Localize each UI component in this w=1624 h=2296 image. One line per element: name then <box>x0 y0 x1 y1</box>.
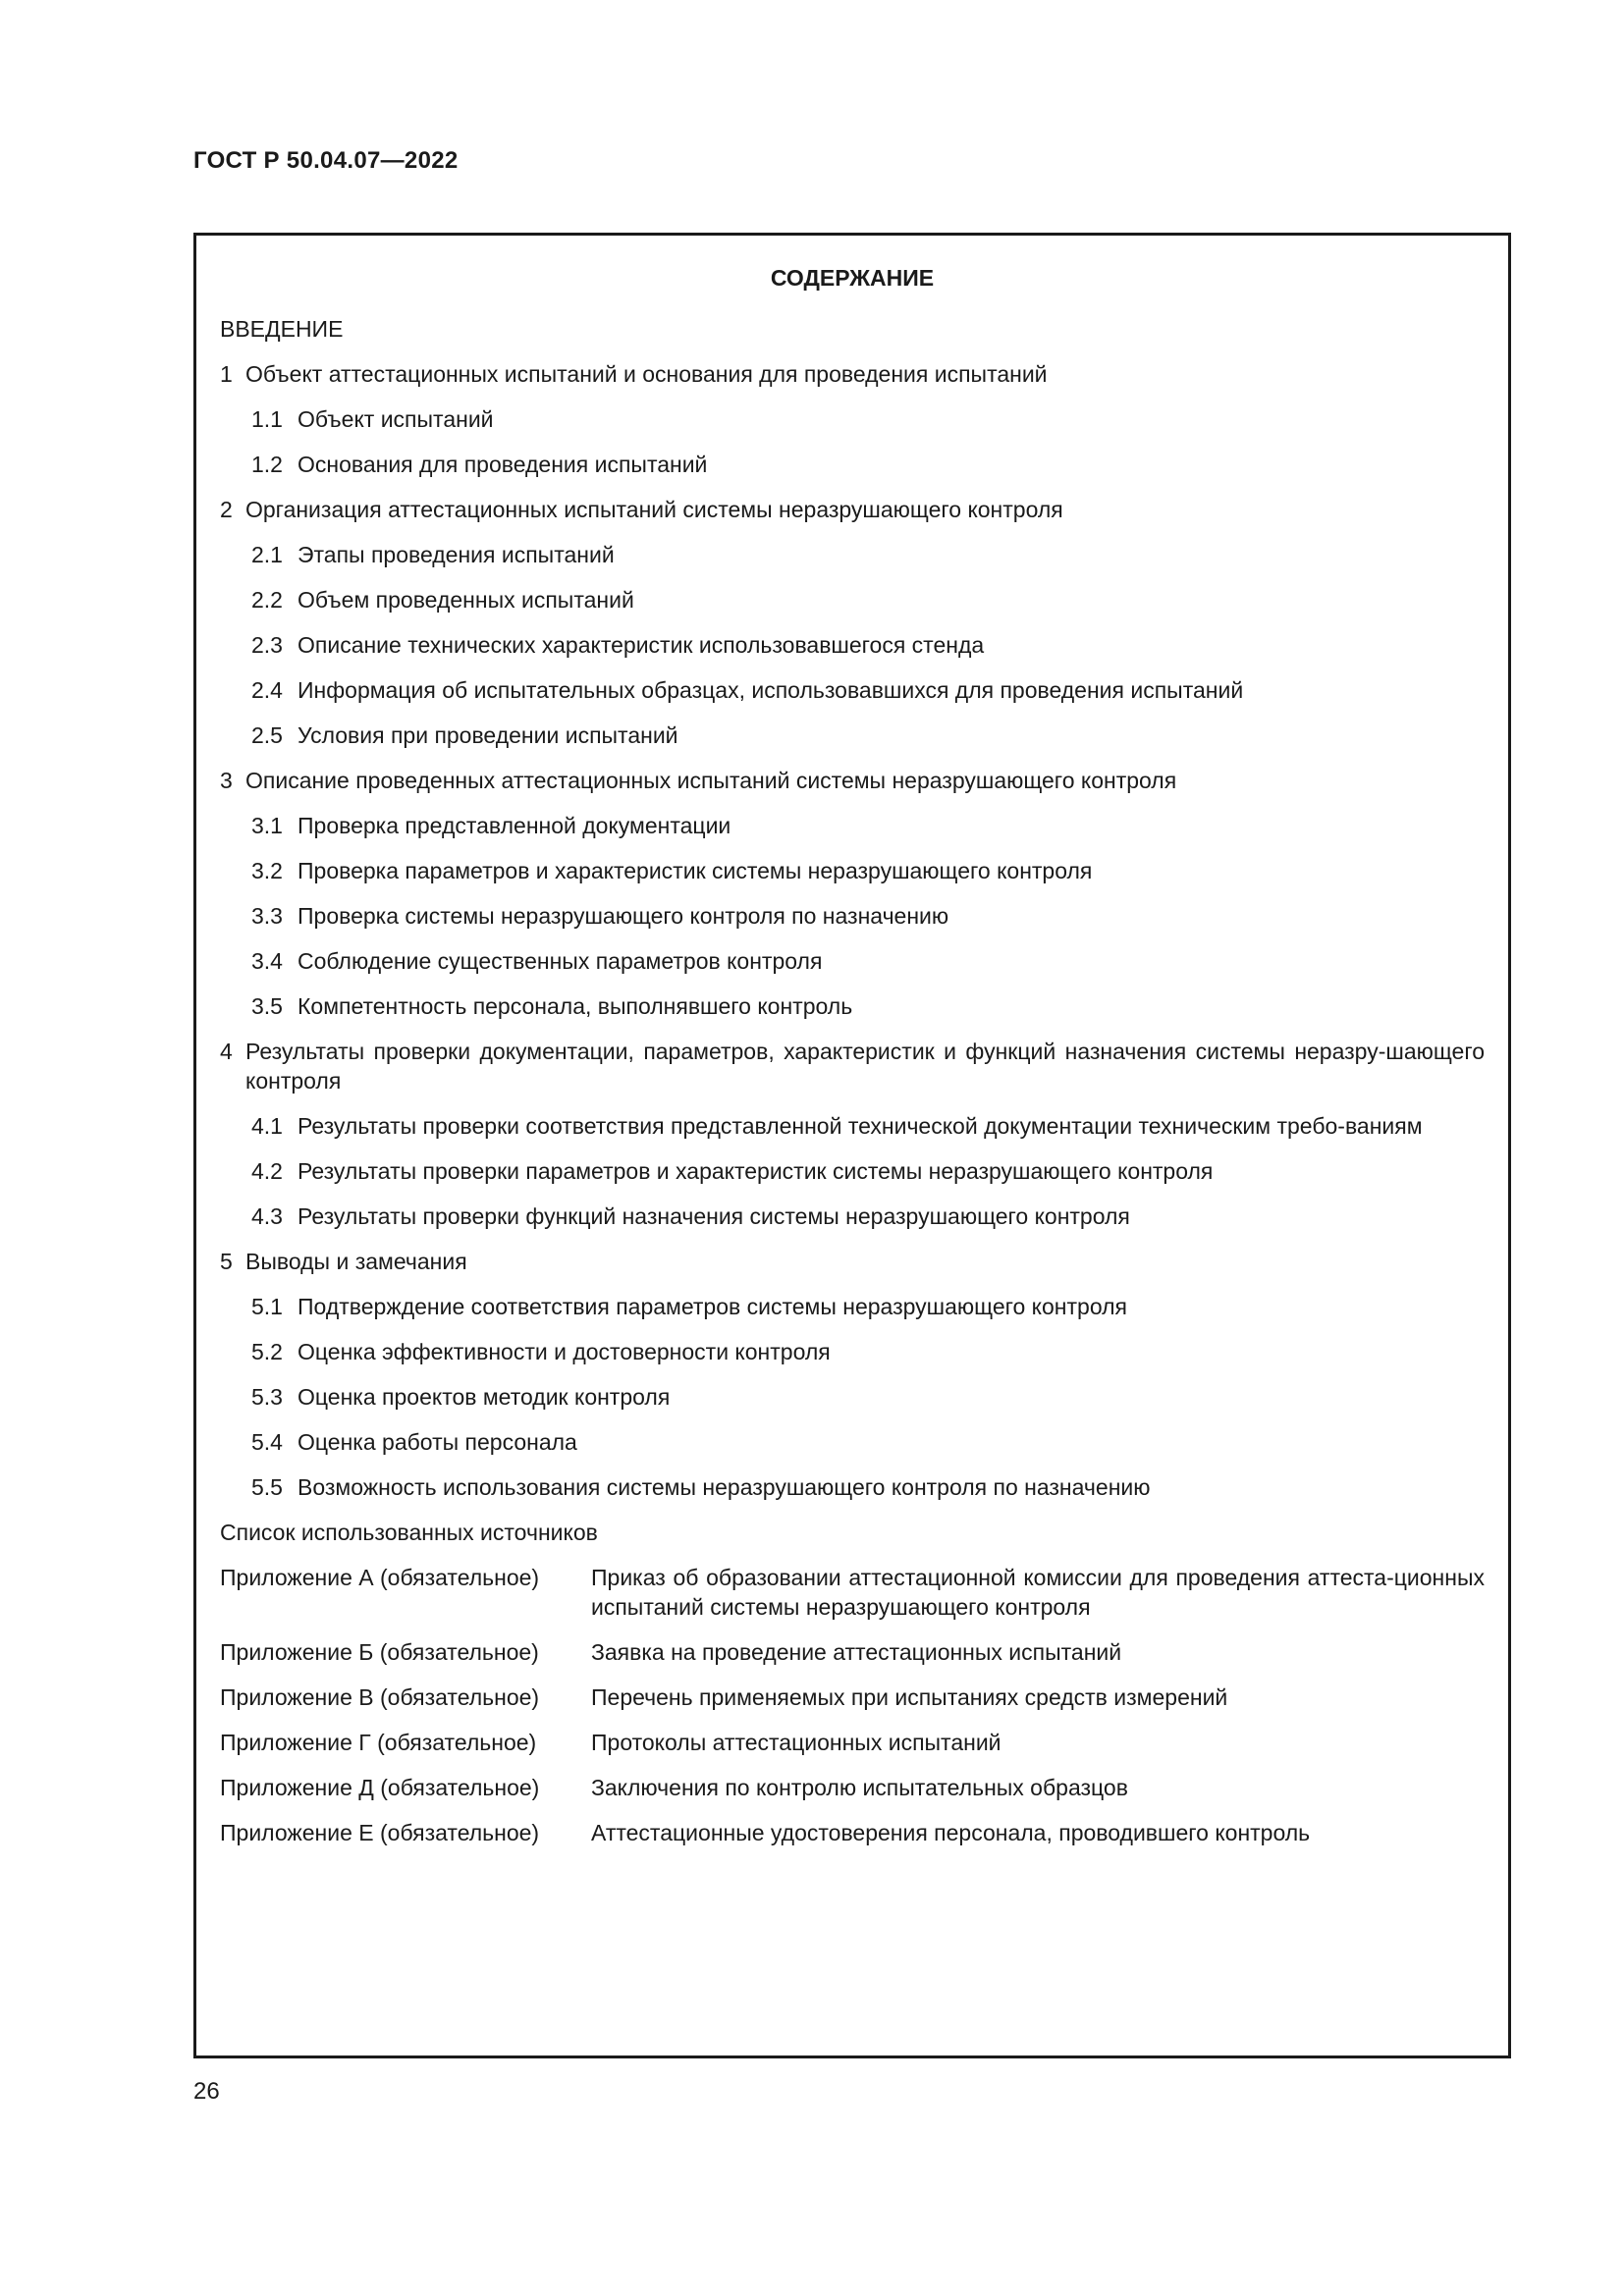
toc-subsection-number: 3.3 <box>251 903 283 929</box>
toc-subsection-number: 2.2 <box>251 587 283 613</box>
toc-subsection-title: Возможность использования системы неразрушающего контроля по назначению <box>298 1474 1151 1500</box>
toc-subsection-number: 2.3 <box>251 632 283 658</box>
toc-subsection-title: Соблюдение существенных параметров контроля <box>298 948 823 974</box>
toc-subsection-number: 3.4 <box>251 948 283 974</box>
toc-subsection-title: Проверка представленной документации <box>298 813 731 838</box>
toc-subsection-title: Этапы проведения испытаний <box>298 542 615 567</box>
toc-section <box>220 1037 1485 1095</box>
toc-appendix-label: Приложение Г (обязательное) <box>220 1730 537 1755</box>
toc-subsection <box>220 1292 1485 1321</box>
toc-subsection-title: Подтверждение соответствия параметров системы неразрушающего контроля <box>298 1294 1127 1319</box>
toc-appendix <box>220 1773 1485 1802</box>
toc-subsection-title: Результаты проверки соответствия представленной технической документации техническим требо-​ваниям <box>298 1113 1423 1139</box>
page-number: 26 <box>193 2078 220 2105</box>
toc-subsection <box>220 1156 1485 1186</box>
toc-subsection <box>220 721 1485 750</box>
toc-entry-references <box>220 1518 1485 1547</box>
toc-section-text <box>220 1037 1485 1095</box>
toc-subsection-title: Условия при проведении испытаний <box>298 722 678 748</box>
toc-section <box>220 766 1485 795</box>
toc-section-text <box>220 1247 1485 1276</box>
toc-section-number: 4 <box>220 1039 233 1064</box>
toc-subsection-title: Описание технических характеристик использовавшегося стенда <box>298 632 985 658</box>
toc-appendix <box>220 1637 1485 1667</box>
toc-appendix <box>220 1682 1485 1712</box>
toc-subsection-number: 2.4 <box>251 677 283 703</box>
toc-section-number: 1 <box>220 361 233 387</box>
toc-subsection-title: Основания для проведения испытаний <box>298 452 708 477</box>
toc-subsection-title: Оценка проектов методик контроля <box>298 1384 671 1410</box>
toc-entry-title: ВВЕДЕНИЕ <box>220 316 344 342</box>
toc-entry-intro <box>220 314 1485 344</box>
toc-appendix-label: Приложение Б (обязательное) <box>220 1639 539 1665</box>
toc-subsection <box>220 404 1485 434</box>
toc-subsection-title: Информация об испытательных образцах, использовавшихся для проведения испытаний <box>298 677 1244 703</box>
toc-appendix-label: Приложение Е (обязательное) <box>220 1820 540 1845</box>
toc-section-title: Организация аттестационных испытаний системы неразрушающего контроля <box>245 497 1063 522</box>
toc-appendix <box>220 1818 1485 1847</box>
toc-subsection-title: Объект испытаний <box>298 406 494 432</box>
toc-section-title: Результаты проверки документации, параметров, характеристик и функций назначения системы неразру-​шающего контроля <box>245 1039 1485 1094</box>
toc-section-title: Описание проведенных аттестационных испытаний системы неразрушающего контроля <box>245 768 1177 793</box>
toc-section <box>220 495 1485 524</box>
toc-appendix-label: Приложение А (обязательное) <box>220 1565 540 1590</box>
toc-subsection-number: 4.1 <box>251 1113 283 1139</box>
toc-section-number: 5 <box>220 1249 233 1274</box>
toc-subsection-number: 2.1 <box>251 542 283 567</box>
toc-subsection <box>220 675 1485 705</box>
toc-section <box>220 1247 1485 1276</box>
toc-subsection-number: 5.1 <box>251 1294 283 1319</box>
toc-subsection-number: 5.4 <box>251 1429 283 1455</box>
toc-list <box>220 314 1485 1863</box>
toc-section-text <box>220 359 1485 389</box>
toc-appendix-title: Заявка на проведение аттестационных испытаний <box>591 1639 1122 1665</box>
toc-subsection-title: Проверка системы неразрушающего контроля по назначению <box>298 903 949 929</box>
toc-subsection <box>220 585 1485 614</box>
toc-subsection <box>220 1382 1485 1412</box>
toc-appendix <box>220 1563 1485 1622</box>
toc-section-number: 2 <box>220 497 233 522</box>
toc-subsection-number: 1.1 <box>251 406 283 432</box>
toc-section-text <box>220 495 1485 524</box>
toc-section-title: Объект аттестационных испытаний и основания для проведения испытаний <box>245 361 1048 387</box>
toc-entry-title: Список использованных источников <box>220 1520 598 1545</box>
toc-subsection <box>220 991 1485 1021</box>
toc-appendix-title: Заключения по контролю испытательных образцов <box>591 1775 1128 1800</box>
toc-subsection <box>220 630 1485 660</box>
toc-subsection-number: 5.2 <box>251 1339 283 1364</box>
toc-section-number: 3 <box>220 768 233 793</box>
toc-subsection-title: Оценка работы персонала <box>298 1429 577 1455</box>
toc-subsection <box>220 450 1485 479</box>
toc-frame <box>193 233 1511 2058</box>
toc-subsection <box>220 1111 1485 1141</box>
toc-appendix-label: Приложение Д (обязательное) <box>220 1775 540 1800</box>
toc-subsection <box>220 1472 1485 1502</box>
toc-subsection-number: 1.2 <box>251 452 283 477</box>
toc-subsection <box>220 1201 1485 1231</box>
toc-subsection-number: 4.3 <box>251 1203 283 1229</box>
toc-subsection <box>220 540 1485 569</box>
toc-subsection-title: Объем проведенных испытаний <box>298 587 634 613</box>
toc-subsection-number: 3.1 <box>251 813 283 838</box>
toc-subsection-title: Оценка эффективности и достоверности контроля <box>298 1339 831 1364</box>
toc-appendix-title: Протоколы аттестационных испытаний <box>591 1730 1001 1755</box>
toc-appendix-label: Приложение В (обязательное) <box>220 1684 540 1710</box>
toc-section <box>220 359 1485 389</box>
toc-subsection <box>220 901 1485 931</box>
toc-subsection-number: 4.2 <box>251 1158 283 1184</box>
toc-subsection-number: 5.3 <box>251 1384 283 1410</box>
toc-subsection-title: Результаты проверки параметров и характеристик системы неразрушающего контроля <box>298 1158 1214 1184</box>
toc-subsection-number: 5.5 <box>251 1474 283 1500</box>
toc-subsection <box>220 811 1485 840</box>
toc-section-title: Выводы и замечания <box>245 1249 467 1274</box>
toc-subsection <box>220 1337 1485 1366</box>
toc-section-text <box>220 766 1485 795</box>
toc-appendix-title: Приказ об образовании аттестационной комиссии для проведения аттеста-​ционных испытаний системы неразрушающего контроля <box>591 1565 1485 1620</box>
toc-subsection <box>220 856 1485 885</box>
toc-subsection-number: 3.5 <box>251 993 283 1019</box>
toc-appendix-title: Аттестационные удостоверения персонала, проводившего контроль <box>591 1820 1311 1845</box>
toc-appendix <box>220 1728 1485 1757</box>
toc-subsection-title: Проверка параметров и характеристик системы неразрушающего контроля <box>298 858 1093 883</box>
toc-title: СОДЕРЖАНИЕ <box>770 265 935 291</box>
toc-subsection <box>220 946 1485 976</box>
toc-subsection-title: Компетентность персонала, выполнявшего контроль <box>298 993 853 1019</box>
toc-subsection-number: 3.2 <box>251 858 283 883</box>
toc-appendix-title: Перечень применяемых при испытаниях средств измерений <box>591 1684 1228 1710</box>
toc-subsection-number: 2.5 <box>251 722 283 748</box>
standard-code: ГОСТ Р 50.04.07—2022 <box>193 147 459 174</box>
toc-subsection-title: Результаты проверки функций назначения системы неразрушающего контроля <box>298 1203 1130 1229</box>
toc-subsection <box>220 1427 1485 1457</box>
